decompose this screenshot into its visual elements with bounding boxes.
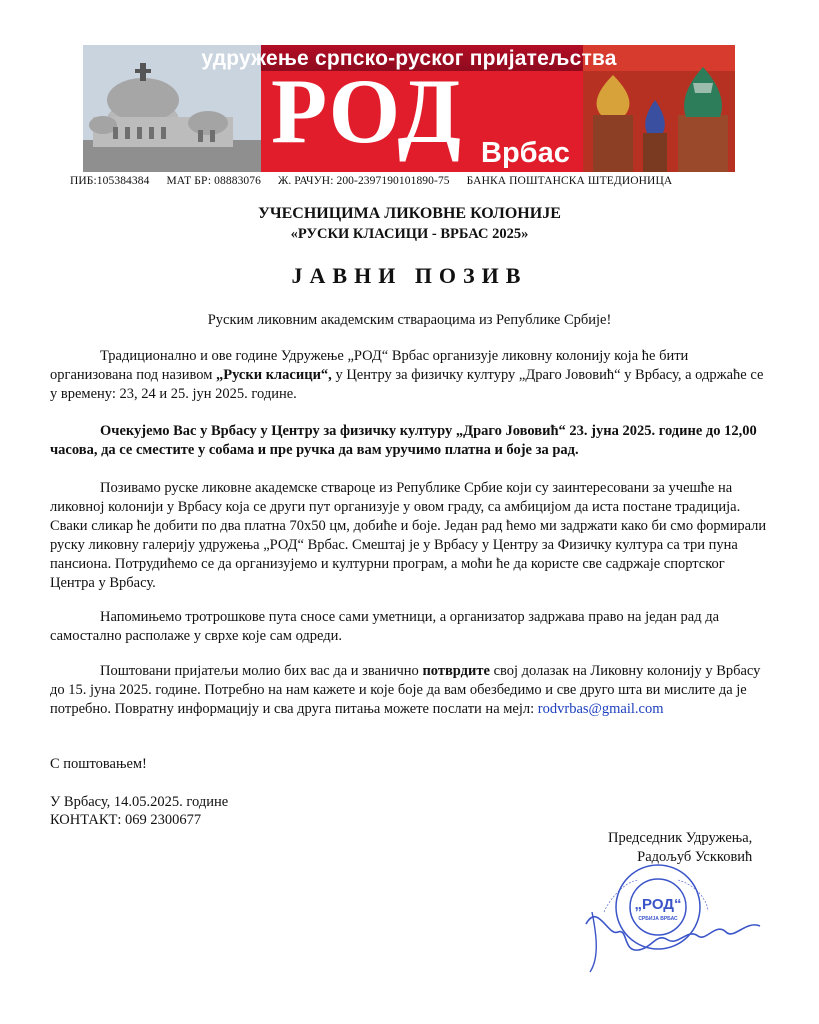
organization-logo-text: РОД	[271, 60, 463, 162]
closing-salutation: С поштовањем!	[50, 756, 147, 772]
place-date: У Врбасу, 14.05.2025. године	[50, 794, 229, 810]
signatory-title: Председник Удружења,	[608, 830, 753, 846]
official-seal-and-signature	[578, 862, 768, 982]
seal-center-text: „РОД“	[634, 896, 682, 913]
bank-account: Ж. РАЧУН: 200-2397190101890-75	[277, 175, 450, 187]
banner-tagline: удружење српско-руског пријатељства	[201, 47, 617, 70]
seal-sub-text: СРБИЈА ВРБАС	[638, 916, 678, 922]
paragraph-confirmation: Поштовани пријатељи молио бих вас да и званично потврдите свој долазак на Ликовну колонију у Врбасу до 15. јуна 2025. године. Потребно на нам кажете и које боје да вам обезбедимо и све друго шта ви мислите да је потребно. Повратну информацију и сва друга питања можете послати на мејл: rodvrbas@gmail.com	[50, 663, 761, 717]
registration-info	[70, 175, 770, 187]
tax-id: ПИБ:105384384	[70, 175, 150, 187]
email-link[interactable]: rodvrbas@gmail.com	[537, 701, 664, 717]
paragraph-intro: Традиционално и ове године Удружење „РОД“ Врбас организује ликовну колонију која ће бити организована под називом „Руски класици“, у Центру за физичку културу „Драго Јововић“ у Врбасу, а одржаће се у времену: 23, 24 и 25. јун 2025. године.	[50, 348, 764, 402]
paragraph-arrival: Очекујемо Вас у Врбасу у Центру за физичку културу „Драго Јововић“ 23. јуна 2025. године до 12,00 часова, да се сместите у собама и пре ручка да вам уручимо платна и боје за рад.	[50, 423, 757, 458]
signatory-name: Радољуб Ускковић	[637, 849, 753, 865]
bank-name: БАНКА ПОШТАНСКА ШТЕДИОНИЦА	[466, 175, 673, 187]
contact-phone: КОНТАКТ: 069 2300677	[50, 812, 202, 828]
confirm-emphasis: потврдите	[422, 663, 490, 679]
addressee-heading: УЧЕСНИЦИМА ЛИКОВНЕ КОЛОНИЈЕ	[258, 205, 561, 222]
registry-number: МАТ БР: 08883076	[166, 175, 261, 187]
paragraph-invitation: Позивамо руске ликовне академске ствароце из Републике Србие који су заинтересовани за учешће на ликовној колонији у Врбасу која се други пут организује у овом граду, са амбицијом да иста постане традиција. Сваки сликар ће добити по два платна 70х50 цм, добиће и боје. Један рад ћемо ми задржати како би смо формирали руску ликовну галерију удружења „РОД“ Врбас. Смештај је у Врбасу у Центру за Физичку култура са три пуна пансиона. Потрудићемо се да организујемо и културни програм, а моћи ће да користе све садржаје спортског Центра у Врбасу.	[50, 480, 767, 591]
colony-title: «РУСКИ КЛАСИЦИ - ВРБАС 2025»	[290, 226, 529, 242]
document-title: ЈАВНИ ПОЗИВ	[291, 263, 528, 288]
greeting: Руским ликовним академским ствараоцима из Републике Србије!	[207, 312, 612, 328]
header-banner	[83, 45, 735, 172]
banner-city: Врбас	[481, 137, 570, 169]
colony-name: „Руски класици“,	[216, 367, 332, 383]
paragraph-costs: Напомињемо тротрошкове пута сносе сами уметници, а организатор задржава право на један рад да самостално располаже у сврхе које сам одреди.	[50, 609, 720, 644]
